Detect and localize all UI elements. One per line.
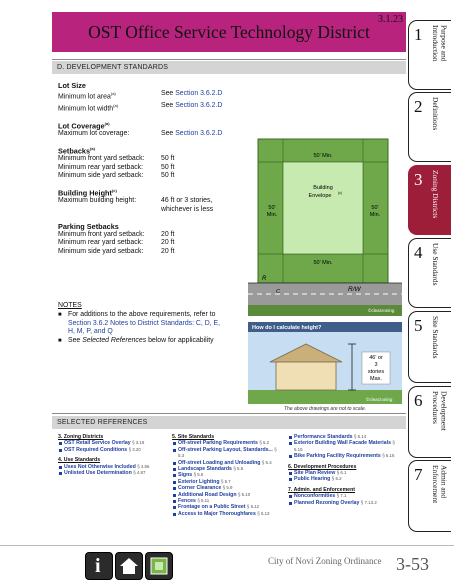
parking-row: [58, 239, 248, 248]
row-label: Minimum side yard setback:: [58, 247, 144, 255]
reference-link[interactable]: [58, 447, 168, 453]
height-label: Max.: [370, 376, 382, 382]
setback-diagram: [248, 81, 402, 316]
tab-chapter-3[interactable]: [408, 165, 451, 235]
reference-text: Off-street Parking Layout, Standards...: [178, 446, 273, 453]
envelope-label: Envelope: [308, 193, 332, 199]
height-credit: ©clearzoning: [366, 397, 393, 402]
reference-text: Landscape Standards: [178, 466, 232, 473]
bullet-icon: ■: [58, 338, 62, 345]
reference-page: § 5.2: [259, 440, 270, 446]
reference-heading: 6. Development Procedures: [288, 463, 357, 470]
reference-text: Signs: [178, 472, 193, 479]
row-label: Minimum lot width: [58, 105, 114, 113]
reference-text: Off-street Parking Requirements: [178, 440, 258, 447]
notes-heading: NOTES: [58, 302, 82, 309]
section-link[interactable]: Section 3.6.2.D: [175, 130, 223, 138]
reference-page: § 5.14: [353, 434, 367, 439]
divider: [52, 59, 406, 60]
reference-page: § 5.15: [294, 440, 395, 452]
map-icon: [146, 553, 172, 579]
tab-label: Development Procedures: [431, 391, 449, 431]
reference-text: Fences: [178, 498, 196, 505]
reference-text: Exterior Lighting: [178, 478, 220, 485]
tab-label: Use Standards: [431, 243, 441, 286]
notes-link[interactable]: H, M, P, and Q: [68, 328, 113, 336]
row-value: 20 ft: [161, 239, 175, 247]
page-number: 3-53: [396, 554, 429, 574]
reference-link[interactable]: [172, 511, 284, 517]
left-setback-label: 50': [268, 205, 276, 211]
reference-text: Corner Clearance: [178, 485, 222, 492]
row-value: whichever is less: [161, 206, 214, 214]
section-link[interactable]: Section 3.6.2.D: [175, 101, 223, 109]
reference-page: § 6.1: [336, 470, 347, 476]
section-number: 3.1.23: [378, 14, 403, 25]
reference-page: § 5.3: [178, 446, 277, 459]
tab-chapter-6[interactable]: [408, 386, 451, 458]
drawing-caption: The above drawings are not to scale.: [284, 406, 366, 412]
tab-number: 4: [414, 243, 423, 262]
reference-page: § 5.10: [237, 491, 251, 497]
row-value: 46 ft or 3 stories,: [161, 197, 213, 205]
right-setback-label: Min.: [369, 212, 381, 218]
tab-chapter-7[interactable]: [408, 460, 451, 532]
tab-label: Definitions: [431, 97, 441, 131]
diagram-credit: ©clearzoning: [368, 308, 395, 313]
bullet-icon: ■: [58, 311, 62, 318]
row-label: Maximum building height:: [58, 197, 137, 205]
section-link[interactable]: Section 3.6.2.D: [175, 90, 223, 97]
reference-page: § 3.19: [132, 440, 145, 446]
page-title: OST Office Service Technology District: [88, 21, 370, 42]
bottom-setback-label: 50' Min.: [313, 260, 333, 266]
reference-page: § 3.20: [128, 446, 141, 452]
reference-page: § 7.13.2: [360, 499, 377, 505]
note-item: [58, 337, 248, 346]
row-value: See: [161, 130, 174, 138]
row-label: Minimum front yard setback:: [58, 155, 145, 163]
row-label: Minimum lot area: [58, 93, 111, 101]
reference-heading: 7. Admin. and Enforcement: [288, 486, 355, 493]
reference-page: § 5.12: [246, 504, 260, 510]
notes: [58, 302, 248, 346]
heading-text: Setbacks: [58, 146, 91, 156]
zoning-map-button[interactable]: [145, 552, 173, 580]
row-value: See: [161, 101, 174, 109]
lot-coverage-row: [58, 130, 248, 139]
note-word: See: [68, 337, 81, 345]
heading-text: Building Height: [58, 188, 112, 198]
references-col-1: [58, 434, 168, 476]
setback-row: [58, 164, 248, 173]
parking-heading: Parking Setbacks: [58, 221, 119, 231]
reference-link[interactable]: [288, 440, 402, 453]
note-item: [58, 311, 248, 337]
reference-text: Off-street Loading and Unloading: [178, 459, 261, 466]
height-diagram: [248, 322, 402, 404]
reference-link[interactable]: [288, 453, 402, 459]
note-italic: Selected References: [82, 337, 147, 345]
row-value: 20 ft: [161, 247, 175, 255]
info-icon: i: [95, 555, 101, 577]
section-band: D. DEVELOPMENT STANDARDS: [52, 61, 406, 74]
tab-chapter-5[interactable]: [408, 311, 451, 383]
reference-page: § 5.5: [233, 466, 244, 472]
height-title: How do I calculate height?: [252, 325, 322, 331]
divider: [52, 413, 406, 414]
standards-column: [58, 81, 248, 256]
row-label: Minimum rear yard setback:: [58, 163, 144, 171]
reference-link[interactable]: [288, 476, 402, 482]
height-label: 46' or: [369, 355, 383, 361]
left-setback-label: Min.: [266, 212, 278, 218]
reference-page: § 5.13: [257, 510, 270, 516]
footnote: (a): [113, 102, 119, 108]
tab-number: 1: [414, 25, 423, 44]
info-button[interactable]: [85, 552, 113, 580]
tab-chapter-2[interactable]: [408, 92, 451, 162]
row-label: Minimum rear yard setback:: [58, 239, 144, 247]
row-value: 50 ft: [161, 155, 175, 163]
setback-row: [58, 172, 248, 181]
ordinance-name: City of Novi Zoning Ordinance: [268, 556, 382, 566]
reference-text: Frontage on a Public Street: [178, 504, 246, 511]
c-label: C: [276, 289, 280, 295]
tab-label: Admin and Enforcement: [431, 465, 449, 504]
lot-coverage-heading: [58, 121, 248, 130]
lot-size-heading: Lot Size: [58, 81, 86, 90]
footnote: (a): [90, 145, 95, 151]
reference-text: Access to Major Thoroughfares: [178, 510, 256, 517]
footnote: (a): [110, 91, 116, 96]
row-value: See: [161, 90, 174, 97]
note-line: For additions to the above requirements, refer to: [68, 310, 216, 318]
reference-text: Planned Rezoning Overlay: [294, 499, 360, 506]
lot-area-row: [58, 90, 248, 102]
tab-label: Purpose and Introduction: [431, 25, 449, 62]
note-text: [68, 311, 220, 337]
row-label: Maximum lot coverage:: [58, 130, 130, 138]
title-banner: [52, 12, 406, 52]
home-icon: [116, 553, 142, 579]
reference-heading: 5. Site Standards: [172, 434, 215, 440]
top-setback-label: 50' Min.: [313, 153, 333, 159]
right-setback-label: 50': [371, 205, 379, 211]
references-col-2: [172, 434, 284, 517]
reference-text: Exterior Building Wall Facade Materials: [294, 440, 391, 447]
reference-page: § 5.9: [222, 485, 233, 491]
reference-page: § 5.16: [382, 453, 395, 459]
footer-divider: [0, 545, 454, 546]
tab-number: 3: [414, 170, 423, 189]
reference-text: OST Required Conditions: [64, 446, 128, 453]
reference-link[interactable]: [58, 470, 168, 476]
notes-link[interactable]: Section 3.6.2 Notes to District Standards: C, D, E,: [68, 319, 221, 327]
reference-text: Nonconformities: [294, 493, 336, 500]
reference-text: OST Retail Service Overlay: [64, 440, 131, 447]
reference-page: § 6.2: [331, 476, 342, 482]
reference-link[interactable]: [288, 500, 402, 506]
rw-label: R/W: [348, 286, 361, 293]
tab-number: 5: [414, 316, 423, 335]
building-height-heading: [58, 188, 248, 197]
height-label: 3: [374, 362, 378, 368]
reference-heading: 4. Use Standards: [58, 457, 101, 464]
reference-text: Additional Road Design: [178, 491, 237, 498]
row-value: 20 ft: [161, 230, 175, 238]
envelope-label: Building: [313, 185, 333, 191]
height-row: [58, 197, 248, 214]
reference-page: § 4.87: [133, 470, 146, 476]
reference-page: § 4.86: [137, 463, 150, 469]
r-label: R: [262, 276, 267, 282]
heading-text: Lot Coverage: [58, 121, 105, 131]
tab-chapter-4[interactable]: [408, 238, 451, 308]
parking-row: [58, 248, 248, 257]
reference-page: § 5.4: [261, 459, 272, 465]
setbacks-heading: [58, 146, 248, 155]
reference-heading: 3. Zoning Districts: [58, 434, 104, 440]
tab-number: 7: [414, 465, 423, 484]
home-button[interactable]: [115, 552, 143, 580]
reference-text: Bike Parking Facility Requirements: [294, 453, 381, 460]
parking-row: [58, 231, 248, 240]
reference-text: Site Plan Review: [294, 470, 336, 477]
height-values: [161, 197, 213, 214]
reference-page: § 5.6: [193, 472, 204, 478]
row-label: Minimum front yard setback:: [58, 230, 145, 238]
house: [276, 362, 336, 390]
tab-number: 6: [414, 391, 423, 410]
setback-row: [58, 155, 248, 164]
lot-width-row: [58, 102, 248, 114]
row-label: Minimum side yard setback:: [58, 172, 144, 180]
reference-page: § 5.11: [197, 498, 210, 504]
row-value: 50 ft: [161, 163, 175, 171]
footnote: (c): [111, 188, 117, 193]
height-label: stories: [367, 369, 385, 375]
tab-label: Zoning Districts: [431, 170, 441, 219]
references-band: SELECTED REFERENCES: [52, 416, 406, 429]
row-value: 50 ft: [161, 172, 175, 180]
reference-link[interactable]: [172, 447, 284, 460]
note-word: below for applicability: [148, 337, 214, 345]
reference-text: Public Hearing: [294, 476, 331, 483]
footnote: (a): [104, 120, 110, 126]
note-text: [68, 337, 214, 346]
tab-label: Site Standards: [431, 316, 441, 359]
references-col-3: [288, 434, 402, 506]
building-envelope: [283, 162, 363, 254]
reference-text: Uses Not Otherwise Included: [64, 463, 136, 470]
reference-text: Unlisted Use Determination: [64, 470, 132, 477]
reference-text: Performance Standards: [294, 434, 353, 440]
tab-number: 2: [414, 97, 423, 116]
envelope-footnote: (c): [338, 191, 343, 195]
reference-page: § 7.1: [336, 493, 347, 499]
reference-page: § 5.7: [220, 478, 231, 484]
tab-chapter-1[interactable]: [408, 20, 451, 90]
